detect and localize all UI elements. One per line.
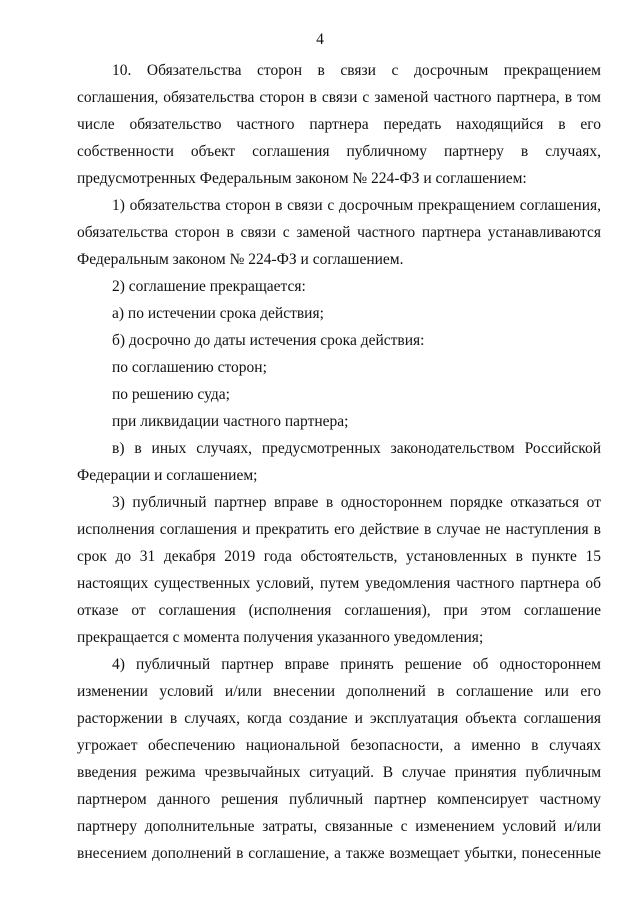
text-line: 4) публичный партнер вправе принять решение об одностороннем <box>112 656 601 673</box>
text-line: внесением дополнений в соглашение, а также возмещает убытки, понесенные <box>77 845 601 862</box>
text-line: прекращается с момента получения указанного уведомления; <box>77 629 484 646</box>
text-line: обязательства сторон в связи с заменой частного партнера устанавливаются <box>77 224 601 241</box>
text-line: предусмотренных Федеральным законом № 224-ФЗ и соглашением: <box>77 170 527 187</box>
text-line: 3) публичный партнер вправе в одностороннем порядке отказаться от <box>112 494 601 511</box>
text-line: по решению суда; <box>112 386 230 403</box>
text-line: Федеральным законом № 224-ФЗ и соглашением. <box>77 251 404 268</box>
text-line: соглашения, обязательства сторон в связи с заменой частного партнера, в том <box>77 89 601 106</box>
text-line: введения режима чрезвычайных ситуаций. В случае принятия публичным <box>77 764 601 781</box>
text-line: срок до 31 декабря 2019 года обстоятельств, установленных в пункте 15 <box>77 548 601 565</box>
text-line: Федерации и соглашением; <box>77 467 258 484</box>
text-line: 10. Обязательства сторон в связи с досрочным прекращением <box>112 62 601 79</box>
text-line: 1) обязательства сторон в связи с досрочным прекращением соглашения, <box>112 197 601 214</box>
text-line: исполнения соглашения и прекратить его действие в случае не наступления в <box>77 521 601 538</box>
text-line: настоящих существенных условий, путем уведомления частного партнера об <box>77 575 601 592</box>
text-line: партнером данного решения публичный партнер компенсирует частному <box>77 791 601 808</box>
text-line: собственности объект соглашения публичному партнеру в случаях, <box>77 143 601 160</box>
text-line: партнеру дополнительные затраты, связанные с изменением условий и/или <box>77 818 601 835</box>
text-line: а) по истечении срока действия; <box>112 305 324 322</box>
text-line: угрожает обеспечению национальной безопасности, а именно в случаях <box>77 737 601 754</box>
text-line: расторжении в случаях, когда создание и эксплуатация объекта соглашения <box>77 710 601 727</box>
page-number: 4 <box>316 31 324 48</box>
text-line: при ликвидации частного партнера; <box>112 413 349 430</box>
text-line: изменении условий и/или внесении дополнений в соглашение или его <box>77 683 601 700</box>
text-line: в) в иных случаях, предусмотренных законодательством Российской <box>112 440 601 457</box>
text-line: отказе от соглашения (исполнения соглашения), при этом соглашение <box>77 602 601 619</box>
text-line: по соглашению сторон; <box>112 359 267 376</box>
text-line: б) досрочно до даты истечения срока действия: <box>112 332 425 349</box>
text-line: числе обязательство частного партнера передать находящийся в его <box>77 116 601 133</box>
text-line: 2) соглашение прекращается: <box>112 278 306 295</box>
